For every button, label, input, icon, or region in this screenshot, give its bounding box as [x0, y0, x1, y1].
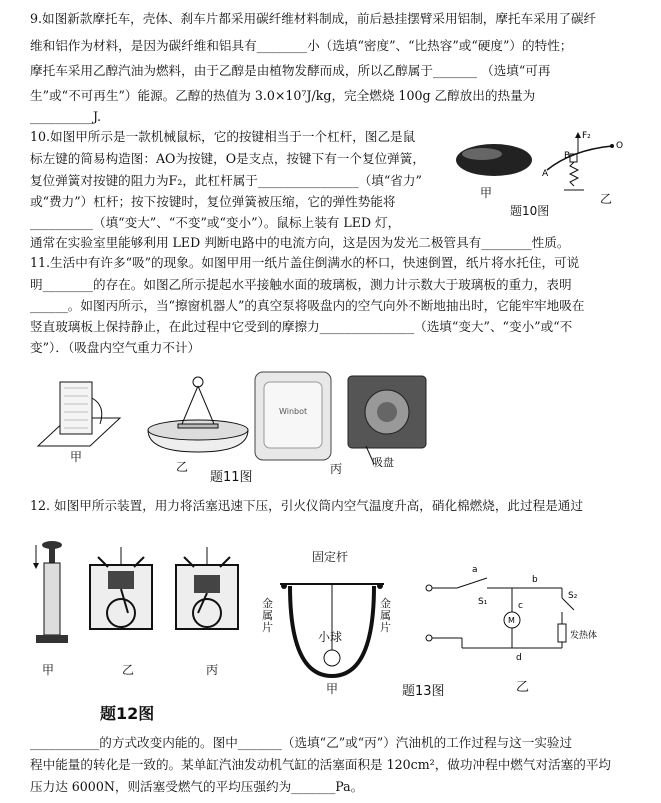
- label-s2: S₂: [568, 591, 578, 601]
- q9-line-5: __________J.: [30, 109, 102, 124]
- fig11-label-b: 乙: [176, 460, 189, 474]
- fig10-label-b: 乙: [600, 192, 613, 206]
- label-motor: M: [508, 616, 515, 625]
- heater-icon: [558, 624, 566, 642]
- fire-syringe-icon: [44, 563, 60, 635]
- node-b: b: [532, 575, 538, 585]
- metal-left-label: 金属片: [262, 597, 273, 634]
- fig12-label-a: 甲: [42, 663, 55, 677]
- q11-line-2: 明________的存在。如图乙所示提起水平接触水面的玻璃板，测力计示数大于玻璃板的重力，表明: [30, 277, 572, 292]
- fig13-label-a: 甲: [326, 682, 339, 696]
- q9-line-2: 维和铝作为材料，是因为碳纤维和铝具有________小（选填“密度”、“比热容”或“硬度”）的特性；: [30, 38, 573, 53]
- q12-line-4: 压力达 6000N，则活塞受燃气的平均压强约为_______Pa。: [30, 779, 364, 794]
- circuit-diagram: [426, 578, 574, 648]
- ball-icon: [324, 650, 340, 666]
- metal-right-label: 金属片: [380, 597, 391, 634]
- fig11-label-c: 丙: [330, 462, 343, 476]
- q11-line-1: 11.生活中有许多“吸”的现象。如图甲用一纸片盖住倒满水的杯口，快速倒置，纸片将水托住，可说: [30, 255, 580, 270]
- fig12-label-b: 乙: [122, 663, 135, 677]
- fig12-caption: 题12图: [100, 704, 155, 723]
- force-label: F₂: [582, 131, 591, 141]
- point-b: B: [564, 151, 571, 161]
- spring-scale-icon: [193, 377, 203, 387]
- q10-line-1: 10.如图甲所示是一款机械鼠标，它的按键相当于一个杠杆，图乙是鼠: [30, 129, 416, 144]
- robot-brand: Winbot: [279, 407, 308, 416]
- node-d: d: [516, 653, 522, 663]
- cup-icon: [60, 382, 92, 434]
- node-a: a: [472, 565, 478, 575]
- q11-line-4: 竖直玻璃板上保持静止，在此过程中它受到的摩擦力_______________（选填“变大”、“变小”或“不: [30, 319, 573, 334]
- q10-line-3: 复位弹簧对按键的阻力为F₂，此杠杆属于________________（填“省力”: [30, 173, 422, 188]
- q12-line-1: 12. 如图甲所示装置，用力将活塞迅速下压，引火仪筒内空气温度升高，硝化棉燃烧，此过程是通过: [30, 498, 583, 513]
- fig11-label-sucker: 吸盘: [372, 456, 394, 469]
- node-c: c: [518, 601, 523, 611]
- engine-c-icon: [176, 547, 238, 629]
- q9-line-3: 摩托车采用乙醇汽油为燃料，由于乙醇是由植物发酵而成，所以乙醇属于_______ （选填“可再: [30, 63, 551, 78]
- q12-line-2: ___________的方式改变内能的。图中_______（选填“乙”或“丙”）汽油机的工作过程与这一实验过: [30, 735, 573, 750]
- fig13-caption: 题13图: [402, 684, 445, 699]
- ball-label: 小球: [318, 630, 343, 644]
- engine-b-icon: [90, 547, 152, 629]
- q9-line-4: 生”或“不可再生”）能源。乙醇的热值为 3.0×10⁷J/kg，完全燃烧 100g 乙醇放出的热量为: [30, 88, 536, 103]
- lever-arm: [547, 146, 612, 170]
- figure-12: [28, 535, 256, 725]
- q9-line-1: 9.如图新款摩托车，壳体、刹车片都采用碳纤维材料制成，前后悬挂摆臂采用铝制，摩托车采用了碳纤: [30, 11, 597, 26]
- q12-line-3: 程中能量的转化是一致的。某单缸汽油发动机气缸的活塞面积是 120cm²，做功冲程中燃气对活塞的平均: [30, 757, 612, 772]
- figure-13: [262, 548, 642, 698]
- figure-11: [30, 368, 430, 485]
- label-heater: 发热体: [570, 631, 598, 641]
- fig12-label-c: 丙: [206, 663, 219, 677]
- switch-s1: [457, 578, 487, 588]
- glass-plate: [178, 424, 218, 428]
- fig13-label-b: 乙: [516, 680, 530, 695]
- q11-line-3: ______。如图丙所示，当“擦窗机器人”的真空泵将吸盘内的空气向外不断地抽出时，它能牢牢地吸在: [30, 298, 585, 313]
- fig10-label-a: 甲: [480, 186, 493, 200]
- figure-10: [452, 128, 632, 218]
- fig11-label-a: 甲: [70, 450, 83, 464]
- q10-line-6: 通常在实验室里能够利用 LED 判断电路中的电流方向，这是因为发光二极管具有________性质。: [30, 235, 570, 250]
- down-arrow-icon: [33, 563, 39, 569]
- point-o: O: [616, 141, 624, 151]
- force-arrow-icon: [575, 132, 581, 138]
- q10-line-2: 标左键的简易构造图：AO为按键，O是支点，按键下有一个复位弹簧，: [30, 151, 425, 166]
- mouse-icon: [456, 144, 532, 176]
- fig11-caption: 题11图: [210, 470, 253, 485]
- q10-line-5: __________（填“变大”、“不变”或“变小”）。鼠标上装有 LED 灯，: [30, 215, 401, 230]
- q10-line-4: 或“费力”）杠杆；按下按键时，复位弹簧被压缩，它的弹性势能将: [30, 194, 396, 209]
- point-a: A: [542, 169, 549, 179]
- label-s1: S₁: [478, 597, 488, 607]
- fig10-caption: 题10图: [510, 204, 550, 218]
- q11-line-5: 变”）．（吸盘内空气重力不计）: [30, 340, 201, 355]
- hand-icon: [92, 398, 102, 424]
- fixed-rod-label: 固定杆: [312, 550, 349, 564]
- spring-icon: [570, 162, 578, 186]
